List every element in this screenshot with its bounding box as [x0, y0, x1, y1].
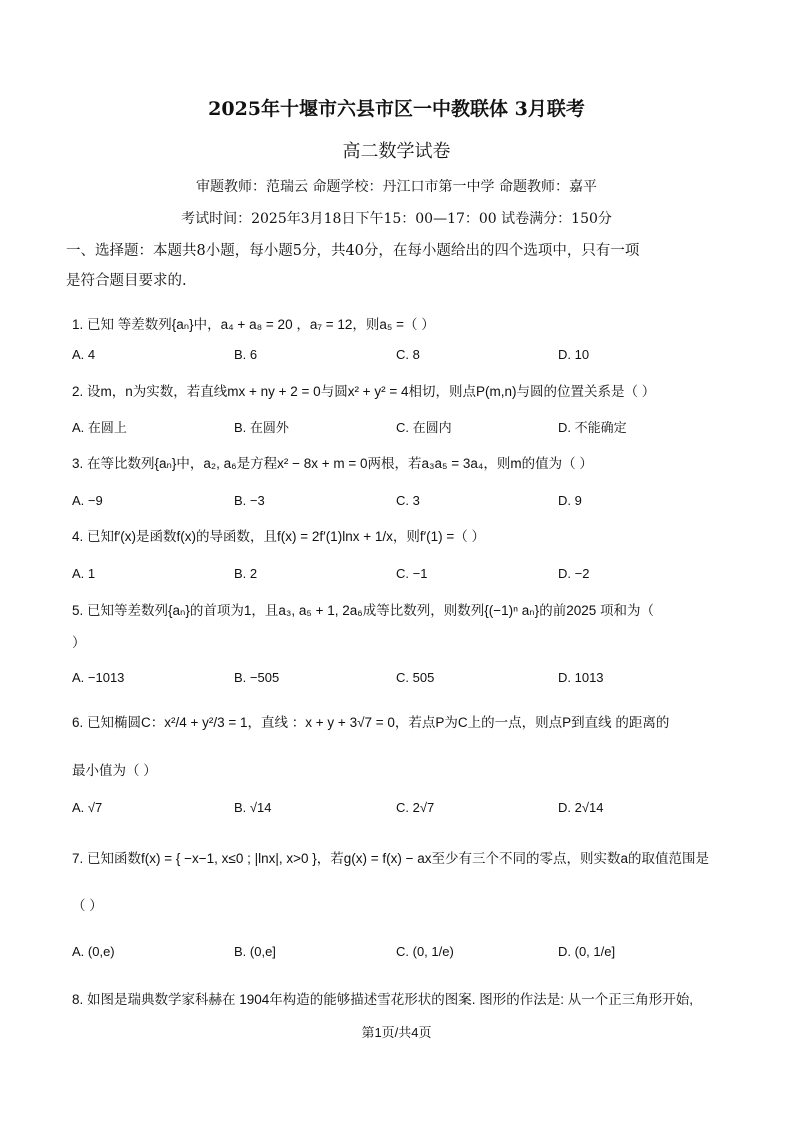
question-7-option-a: A. (0,e) [72, 944, 115, 959]
question-6-option-c: C. 2√7 [396, 800, 435, 815]
question-3-option-c: C. 3 [396, 493, 420, 508]
exam-title: 2025年十堰市六县市区一中教联体 3月联考 [208, 98, 585, 120]
question-6-stem-cont: 最小值为（ ） [72, 763, 157, 778]
question-6-option-b: B. √14 [234, 800, 272, 815]
question-4-option-b: B. 2 [234, 566, 258, 581]
question-2-option-c: C. 在圆内 [396, 420, 452, 435]
question-7-stem-cont: （ ） [72, 898, 103, 913]
question-7-option-c: C. (0, 1/e) [396, 944, 454, 959]
question-6-stem: 6. 已知椭圆C：x²/4 + y²/3 = 1，直线 ：x + y + 3√7 = 0，若点P为C上的一点，则点P到直线 的距离的 [72, 715, 670, 730]
question-3-option-a: A. −9 [72, 493, 103, 508]
question-2-option-a: A. 在圆上 [72, 420, 127, 435]
question-5-option-c: C. 505 [396, 670, 435, 685]
question-1-stem: 1. 已知 等差数列{aₙ}中，a₄ + a₈ = 20 ，a₇ = 12，则a₅ =（ ） [72, 317, 435, 332]
question-5-option-d: D. 1013 [558, 670, 604, 685]
question-3-option-b: B. −3 [234, 493, 265, 508]
question-5-stem-cont: ） [72, 635, 86, 650]
question-4-option-a: A. 1 [72, 566, 96, 581]
question-2-option-d: D. 不能确定 [558, 420, 627, 435]
question-2-option-b: B. 在圆外 [234, 420, 289, 435]
question-6-option-a: A. √7 [72, 800, 103, 815]
question-4-stem: 4. 已知f′(x)是函数f(x)的导函数，且f(x) = 2f′(1)lnx + 1/x，则f′(1) =（ ） [72, 529, 486, 544]
question-5-option-b: B. −505 [234, 670, 280, 685]
question-7-stem: 7. 已知函数f(x) = { −x−1, x≤0 ; |lnx|, x>0 }，若g(x) = f(x) − ax至少有三个不同的零点，则实数a的取值范围是 [72, 851, 710, 866]
question-1-option-a: A. 4 [72, 347, 96, 362]
question-8-stem: 8. 如图是瑞典数学家科赫在 1904年构造的能够描述雪花形状的图案. 图形的作法是: 从一个正三角形开始, [72, 992, 694, 1007]
question-1-option-d: D. 10 [558, 347, 590, 362]
question-5-stem: 5. 已知等差数列{aₙ}的首项为1，且a₃, a₅ + 1, 2a₆成等比数列，则数列{(−1)ⁿ aₙ}的前2025 项和为（ [72, 603, 654, 618]
question-5-option-a: A. −1013 [72, 670, 125, 685]
question-7-option-d: D. (0, 1/e] [558, 944, 616, 959]
section-heading-cont: 是符合题目要求的. [66, 273, 187, 289]
question-6-option-d: D. 2√14 [558, 800, 604, 815]
question-3-stem: 3. 在等比数列{aₙ}中，a₂, a₆是方程x² − 8x + m = 0两根，若a₃a₅ = 3a₄，则m的值为（ ） [72, 456, 593, 471]
question-1-option-b: B. 6 [234, 347, 258, 362]
exam-staff: 审题教师：范瑞云 命题学校：丹江口市第一中学 命题教师：嘉平 [196, 179, 597, 195]
question-3-option-d: D. 9 [558, 493, 582, 508]
question-4-option-c: C. −1 [396, 566, 428, 581]
question-2-stem: 2. 设m，n为实数，若直线mx + ny + 2 = 0与圆x² + y² = 4相切，则点P(m,n)与圆的位置关系是（ ） [72, 384, 656, 399]
section-heading: 一、选择题：本题共8小题，每小题5分，共40分，在每小题给出的四个选项中，只有一项 [66, 243, 640, 259]
page-footer: 第1页/共4页 [361, 1025, 432, 1040]
exam-subtitle: 高二数学试卷 [342, 141, 451, 162]
question-1-option-c: C. 8 [396, 347, 420, 362]
exam-info: 考试时间：2025年3月18日下午15：00—17：00 试卷满分：150分 [181, 211, 612, 227]
question-4-option-d: D. −2 [558, 566, 590, 581]
question-7-option-b: B. (0,e] [234, 944, 276, 959]
